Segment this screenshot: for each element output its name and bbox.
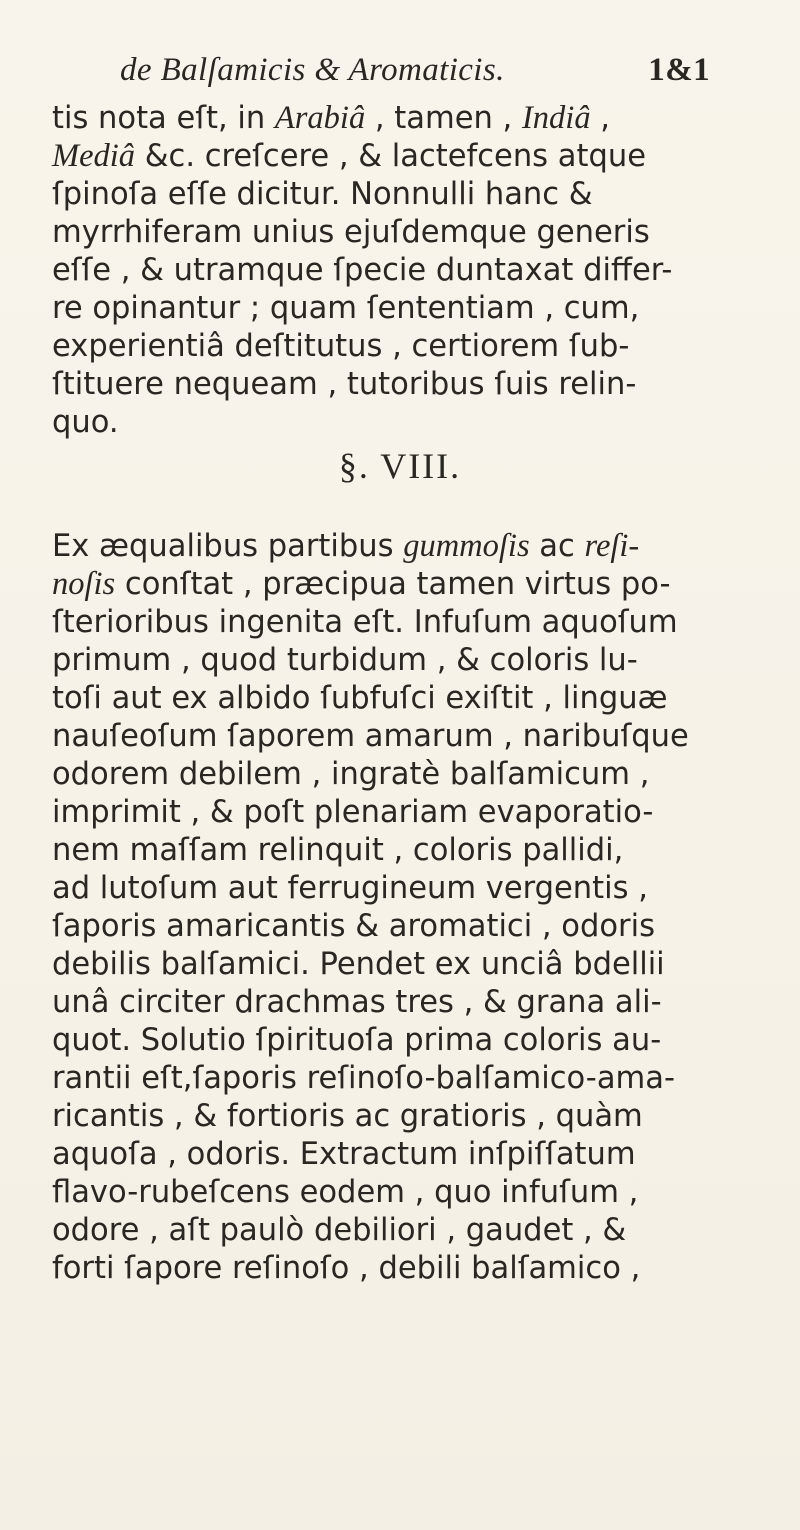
text-line: unâ circiter drachmas tres , & grana ali- xyxy=(52,984,662,1020)
text-line: nauſeoſum ſaporem amarum , naribuſque xyxy=(52,718,689,754)
text-line: Ex æqualibus partibus gummoſis ac reſi- xyxy=(52,528,640,564)
text-line: re opinantur ; quam ſententiam , cum, xyxy=(52,290,640,326)
text-line: odore , aſt paulò debiliori , gaudet , & xyxy=(52,1212,627,1248)
text-line: myrrhiferam unius ejuſdemque generis xyxy=(52,214,650,250)
text-line: ſaporis amaricantis & aromatici , odoris xyxy=(52,908,655,944)
running-title: de Balſamicis & Aromaticis. xyxy=(120,52,505,88)
text-line: Mediâ &c. creſcere , & lactefcens atque xyxy=(52,138,646,174)
text-line: odorem debilem , ingratè balſamicum , xyxy=(52,756,650,792)
text-line: toſi aut ex albido ſubfuſci exiſtit , linguæ xyxy=(52,680,668,716)
text-line: noſis conſtat , præcipua tamen virtus po- xyxy=(52,566,671,602)
text-line: aquoſa , odoris. Extractum inſpiſſatum xyxy=(52,1136,636,1172)
text-line: debilis balſamici. Pendet ex unciâ bdellii xyxy=(52,946,665,982)
text-line: ricantis , & fortioris ac gratioris , quàm xyxy=(52,1098,643,1134)
running-header xyxy=(120,52,710,96)
text-line: tis nota eſt, in Arabiâ , tamen , Indiâ , xyxy=(52,100,611,136)
page-number: 1&1 xyxy=(648,52,710,88)
text-line: ſtituere nequeam , tutoribus ſuis relin- xyxy=(52,366,637,402)
text-line: ad lutoſum aut ferrugineum vergentis , xyxy=(52,870,648,906)
text-line: quo. xyxy=(52,404,119,440)
text-line: quot. Solutio ſpirituoſa prima coloris au- xyxy=(52,1022,662,1058)
text-line: rantii eſt,ſaporis reſinoſo-balſamico-ama- xyxy=(52,1060,675,1096)
text-line: experientiâ deſtitutus , certiorem ſub- xyxy=(52,328,630,364)
text-line: ſterioribus ingenita eſt. Infuſum aquoſum xyxy=(52,604,678,640)
text-line: nem maſſam relinquit , coloris pallidi, xyxy=(52,832,624,868)
section-heading: §. VIII. xyxy=(338,446,462,486)
text-line: imprimit , & poſt plenariam evaporatio- xyxy=(52,794,654,830)
text-line: primum , quod turbidum , & coloris lu- xyxy=(52,642,638,678)
text-line: eſſe , & utramque ſpecie duntaxat differ- xyxy=(52,252,673,288)
text-line: forti ſapore reſinoſo , debili balſamico , xyxy=(52,1250,641,1286)
text-line: ſpinoſa eſſe dicitur. Nonnulli hanc & xyxy=(52,176,593,212)
text-line: flavo-rubeſcens eodem , quo infuſum , xyxy=(52,1174,639,1210)
